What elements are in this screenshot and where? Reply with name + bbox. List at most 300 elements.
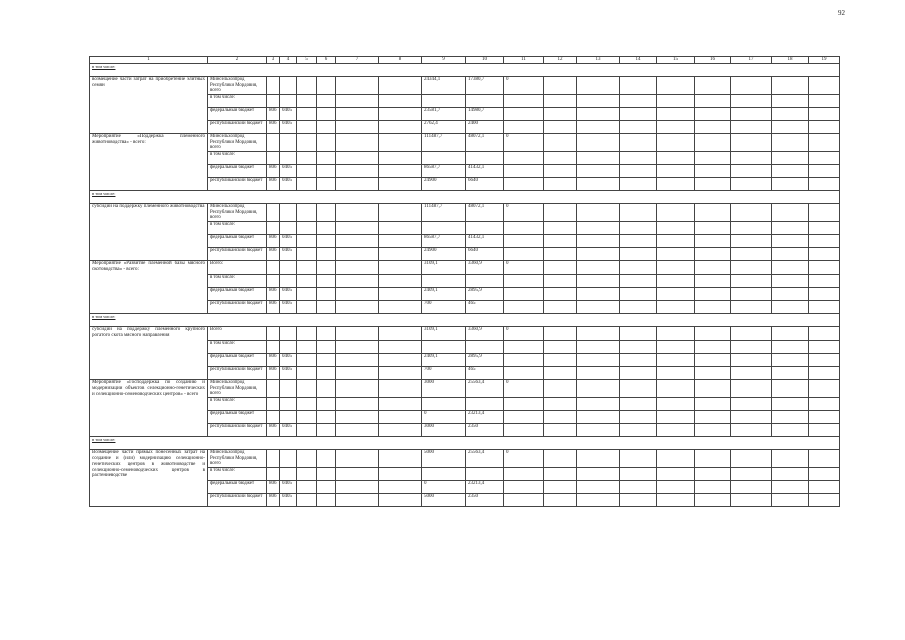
cell-col-8 xyxy=(379,449,422,467)
cell-col-13 xyxy=(577,480,620,493)
cell-col-13 xyxy=(577,449,620,467)
cell-col-13 xyxy=(577,177,620,190)
cell-col-7 xyxy=(336,353,379,366)
cell-col-11 xyxy=(504,164,544,177)
cell-col-7 xyxy=(336,449,379,467)
funding-source: в том числе: xyxy=(208,151,267,164)
cell-col-18 xyxy=(772,353,809,366)
cell-col-10: 465 xyxy=(466,300,504,313)
cell-col-17 xyxy=(731,449,772,467)
cell-col-9: 23581,7 xyxy=(422,107,466,120)
cell-col-13 xyxy=(577,300,620,313)
cell-col-6 xyxy=(317,164,336,177)
cell-col-3 xyxy=(267,260,280,274)
cell-col-16 xyxy=(695,366,731,379)
cell-col-6 xyxy=(317,493,336,506)
cell-col-6 xyxy=(317,260,336,274)
cell-col-5 xyxy=(297,379,317,397)
cell-col-3: 806 xyxy=(267,300,280,313)
cell-col-5 xyxy=(297,449,317,467)
cell-col-12 xyxy=(544,493,577,506)
cell-col-18 xyxy=(772,379,809,397)
cell-col-14 xyxy=(620,410,657,423)
cell-col-19 xyxy=(809,379,840,397)
cell-col-11: 0 xyxy=(504,260,544,274)
cell-col-17 xyxy=(731,300,772,313)
cell-col-18 xyxy=(772,480,809,493)
cell-col-14 xyxy=(620,274,657,287)
cell-col-9: 700 xyxy=(422,366,466,379)
cell-col-10: 14980,7 xyxy=(466,107,504,120)
cell-col-8 xyxy=(379,353,422,366)
cell-col-11 xyxy=(504,366,544,379)
cell-col-13 xyxy=(577,247,620,260)
cell-col-3: 806 xyxy=(267,287,280,300)
cell-col-8 xyxy=(379,366,422,379)
cell-col-17 xyxy=(731,397,772,410)
cell-col-19 xyxy=(809,260,840,274)
cell-col-18 xyxy=(772,467,809,480)
column-header: 1 xyxy=(90,57,208,64)
cell-col-5 xyxy=(297,260,317,274)
cell-col-15 xyxy=(657,274,695,287)
cell-col-18 xyxy=(772,177,809,190)
cell-col-3 xyxy=(267,133,280,151)
funding-source: Минсельхозпрод Республики Мордовия, всего xyxy=(208,449,267,467)
cell-col-9: 24344,1 xyxy=(422,77,466,95)
activity-description: Мероприятие «Господдержка по созданию и модернизации объектов селекционно-генетических и селекционно-семеноводческих центров» - всего xyxy=(90,379,208,436)
cell-col-12 xyxy=(544,260,577,274)
cell-col-10: 465 xyxy=(466,366,504,379)
cell-col-16 xyxy=(695,480,731,493)
cell-col-11 xyxy=(504,234,544,247)
cell-col-6 xyxy=(317,340,336,353)
cell-col-16 xyxy=(695,247,731,260)
cell-col-13 xyxy=(577,107,620,120)
cell-col-19 xyxy=(809,94,840,107)
table-row xyxy=(90,133,840,151)
cell-col-18 xyxy=(772,287,809,300)
column-header: 6 xyxy=(317,57,336,64)
funding-source: республиканский бюджет xyxy=(208,493,267,506)
cell-col-14 xyxy=(620,260,657,274)
cell-col-4: 0405 xyxy=(280,366,297,379)
cell-col-8 xyxy=(379,274,422,287)
cell-col-3 xyxy=(267,467,280,480)
cell-col-18 xyxy=(772,164,809,177)
cell-col-5 xyxy=(297,247,317,260)
cell-col-12 xyxy=(544,133,577,151)
column-header: 5 xyxy=(297,57,317,64)
cell-col-3 xyxy=(267,151,280,164)
cell-col-3 xyxy=(267,77,280,95)
table-row xyxy=(90,260,840,274)
cell-col-6 xyxy=(317,221,336,234)
cell-col-13 xyxy=(577,221,620,234)
cell-col-12 xyxy=(544,221,577,234)
funding-source: Всего xyxy=(208,326,267,340)
budget-table xyxy=(89,56,840,507)
cell-col-9: 86587,7 xyxy=(422,234,466,247)
cell-col-14 xyxy=(620,379,657,397)
cell-col-15 xyxy=(657,164,695,177)
column-header: 10 xyxy=(466,57,504,64)
note-cell: в том числе: xyxy=(90,436,840,449)
cell-col-4 xyxy=(280,397,297,410)
cell-col-5 xyxy=(297,340,317,353)
cell-col-11 xyxy=(504,274,544,287)
funding-source: Всего: xyxy=(208,260,267,274)
cell-col-15 xyxy=(657,120,695,133)
cell-col-15 xyxy=(657,77,695,95)
cell-col-10: 41432,1 xyxy=(466,164,504,177)
cell-col-11 xyxy=(504,340,544,353)
cell-col-5 xyxy=(297,164,317,177)
cell-col-19 xyxy=(809,133,840,151)
funding-source: республиканский бюджет xyxy=(208,120,267,133)
cell-col-12 xyxy=(544,353,577,366)
funding-source: в том числе: xyxy=(208,274,267,287)
cell-col-15 xyxy=(657,326,695,340)
note-cell: в том числе: xyxy=(90,313,840,326)
cell-col-16 xyxy=(695,493,731,506)
cell-col-11: 0 xyxy=(504,326,544,340)
cell-col-14 xyxy=(620,247,657,260)
cell-col-16 xyxy=(695,164,731,177)
cell-col-5 xyxy=(297,300,317,313)
cell-col-7 xyxy=(336,151,379,164)
cell-col-8 xyxy=(379,234,422,247)
cell-col-5 xyxy=(297,423,317,436)
cell-col-12 xyxy=(544,274,577,287)
funding-source: республиканский бюджет xyxy=(208,247,267,260)
cell-col-8 xyxy=(379,410,422,423)
table-row xyxy=(90,326,840,340)
cell-col-7 xyxy=(336,120,379,133)
cell-col-19 xyxy=(809,449,840,467)
cell-col-8 xyxy=(379,493,422,506)
cell-col-16 xyxy=(695,94,731,107)
cell-col-17 xyxy=(731,379,772,397)
cell-col-5 xyxy=(297,151,317,164)
cell-col-16 xyxy=(695,177,731,190)
funding-source: в том числе: xyxy=(208,221,267,234)
cell-col-10 xyxy=(466,274,504,287)
cell-col-3 xyxy=(267,221,280,234)
cell-col-13 xyxy=(577,77,620,95)
cell-col-3 xyxy=(267,379,280,397)
cell-col-3 xyxy=(267,340,280,353)
column-header: 19 xyxy=(809,57,840,64)
cell-col-4 xyxy=(280,260,297,274)
cell-col-17 xyxy=(731,274,772,287)
cell-col-14 xyxy=(620,221,657,234)
cell-col-8 xyxy=(379,177,422,190)
cell-col-17 xyxy=(731,120,772,133)
cell-col-15 xyxy=(657,366,695,379)
cell-col-7 xyxy=(336,164,379,177)
cell-col-15 xyxy=(657,300,695,313)
cell-col-18 xyxy=(772,397,809,410)
cell-col-15 xyxy=(657,234,695,247)
cell-col-5 xyxy=(297,397,317,410)
cell-col-8 xyxy=(379,340,422,353)
cell-col-4 xyxy=(280,449,297,467)
cell-col-4 xyxy=(280,340,297,353)
cell-col-4 xyxy=(280,379,297,397)
column-header: 12 xyxy=(544,57,577,64)
cell-col-8 xyxy=(379,164,422,177)
cell-col-4 xyxy=(280,467,297,480)
cell-col-19 xyxy=(809,203,840,221)
cell-col-17 xyxy=(731,94,772,107)
cell-col-8 xyxy=(379,133,422,151)
cell-col-4: 0405 xyxy=(280,300,297,313)
cell-col-18 xyxy=(772,340,809,353)
cell-col-9: 3000 xyxy=(422,423,466,436)
column-header: 13 xyxy=(577,57,620,64)
cell-col-17 xyxy=(731,247,772,260)
cell-col-7 xyxy=(336,379,379,397)
cell-col-13 xyxy=(577,379,620,397)
cell-col-14 xyxy=(620,77,657,95)
cell-col-13 xyxy=(577,366,620,379)
cell-col-17 xyxy=(731,493,772,506)
cell-col-5 xyxy=(297,353,317,366)
cell-col-17 xyxy=(731,177,772,190)
cell-col-7 xyxy=(336,326,379,340)
cell-col-9: 5000 xyxy=(422,493,466,506)
cell-col-11 xyxy=(504,353,544,366)
cell-col-17 xyxy=(731,340,772,353)
cell-col-3 xyxy=(267,94,280,107)
cell-col-17 xyxy=(731,203,772,221)
cell-col-10: 23213,4 xyxy=(466,480,504,493)
cell-col-14 xyxy=(620,107,657,120)
note-row xyxy=(90,313,840,326)
cell-col-16 xyxy=(695,151,731,164)
cell-col-16 xyxy=(695,353,731,366)
cell-col-4 xyxy=(280,221,297,234)
cell-col-5 xyxy=(297,274,317,287)
cell-col-8 xyxy=(379,77,422,95)
cell-col-9: 2762,4 xyxy=(422,120,466,133)
cell-col-9: 700 xyxy=(422,300,466,313)
cell-col-6 xyxy=(317,133,336,151)
cell-col-14 xyxy=(620,423,657,436)
cell-col-5 xyxy=(297,177,317,190)
cell-col-6 xyxy=(317,410,336,423)
cell-col-4: 0405 xyxy=(280,164,297,177)
funding-source: федеральный бюджет xyxy=(208,107,267,120)
cell-col-14 xyxy=(620,120,657,133)
cell-col-8 xyxy=(379,423,422,436)
cell-col-8 xyxy=(379,467,422,480)
cell-col-18 xyxy=(772,133,809,151)
cell-col-7 xyxy=(336,287,379,300)
cell-col-15 xyxy=(657,287,695,300)
cell-col-14 xyxy=(620,287,657,300)
cell-col-11 xyxy=(504,107,544,120)
cell-col-3: 806 xyxy=(267,423,280,436)
cell-col-17 xyxy=(731,423,772,436)
cell-col-7 xyxy=(336,423,379,436)
cell-col-15 xyxy=(657,203,695,221)
cell-col-15 xyxy=(657,397,695,410)
cell-col-15 xyxy=(657,467,695,480)
cell-col-4: 0405 xyxy=(280,480,297,493)
cell-col-4 xyxy=(280,151,297,164)
cell-col-8 xyxy=(379,203,422,221)
activity-description: субсидии на поддержку племенного крупного рогатого скота мясного направления xyxy=(90,326,208,379)
cell-col-5 xyxy=(297,221,317,234)
cell-col-17 xyxy=(731,107,772,120)
cell-col-12 xyxy=(544,449,577,467)
funding-source: республиканский бюджет xyxy=(208,300,267,313)
cell-col-8 xyxy=(379,221,422,234)
cell-col-3 xyxy=(267,326,280,340)
cell-col-3: 806 xyxy=(267,164,280,177)
activity-description: Мероприятие «Развитие племенной базы мясного скотоводства» - всего: xyxy=(90,260,208,313)
cell-col-11: 0 xyxy=(504,449,544,467)
cell-col-14 xyxy=(620,340,657,353)
cell-col-13 xyxy=(577,120,620,133)
cell-col-14 xyxy=(620,177,657,190)
cell-col-10: 41432,1 xyxy=(466,234,504,247)
funding-source: Минсельхозпрод Республики Мордовия, всего xyxy=(208,379,267,397)
funding-source: в том числе: xyxy=(208,467,267,480)
cell-col-19 xyxy=(809,300,840,313)
cell-col-18 xyxy=(772,260,809,274)
cell-col-3: 806 xyxy=(267,120,280,133)
cell-col-4: 0405 xyxy=(280,107,297,120)
cell-col-7 xyxy=(336,133,379,151)
cell-col-10 xyxy=(466,340,504,353)
cell-col-7 xyxy=(336,247,379,260)
column-header: 8 xyxy=(379,57,422,64)
cell-col-4 xyxy=(280,133,297,151)
cell-col-10 xyxy=(466,397,504,410)
cell-col-5 xyxy=(297,77,317,95)
cell-col-19 xyxy=(809,493,840,506)
table-row xyxy=(90,77,840,95)
cell-col-4 xyxy=(280,410,297,423)
cell-col-15 xyxy=(657,260,695,274)
cell-col-17 xyxy=(731,77,772,95)
cell-col-12 xyxy=(544,423,577,436)
cell-col-9: 3109,1 xyxy=(422,260,466,274)
cell-col-8 xyxy=(379,260,422,274)
cell-col-10: 23213,4 xyxy=(466,410,504,423)
cell-col-6 xyxy=(317,151,336,164)
cell-col-12 xyxy=(544,247,577,260)
cell-col-13 xyxy=(577,164,620,177)
cell-col-4 xyxy=(280,326,297,340)
cell-col-16 xyxy=(695,449,731,467)
cell-col-5 xyxy=(297,234,317,247)
cell-col-16 xyxy=(695,133,731,151)
cell-col-9 xyxy=(422,274,466,287)
cell-col-5 xyxy=(297,493,317,506)
cell-col-15 xyxy=(657,493,695,506)
cell-col-13 xyxy=(577,260,620,274)
cell-col-17 xyxy=(731,467,772,480)
cell-col-6 xyxy=(317,449,336,467)
cell-col-10: 2895,9 xyxy=(466,287,504,300)
cell-col-4: 0405 xyxy=(280,120,297,133)
cell-col-19 xyxy=(809,467,840,480)
cell-col-3 xyxy=(267,274,280,287)
cell-col-17 xyxy=(731,221,772,234)
cell-col-8 xyxy=(379,107,422,120)
cell-col-5 xyxy=(297,410,317,423)
cell-col-13 xyxy=(577,467,620,480)
cell-col-10: 3360,9 xyxy=(466,326,504,340)
cell-col-11 xyxy=(504,410,544,423)
cell-col-6 xyxy=(317,353,336,366)
cell-col-11: 0 xyxy=(504,133,544,151)
cell-col-18 xyxy=(772,77,809,95)
cell-col-18 xyxy=(772,203,809,221)
note-cell: в том числе: xyxy=(90,190,840,203)
cell-col-18 xyxy=(772,366,809,379)
cell-col-9 xyxy=(422,151,466,164)
cell-col-4: 0405 xyxy=(280,177,297,190)
cell-col-3: 806 xyxy=(267,353,280,366)
cell-col-7 xyxy=(336,260,379,274)
cell-col-19 xyxy=(809,480,840,493)
cell-col-11 xyxy=(504,493,544,506)
cell-col-12 xyxy=(544,77,577,95)
note-row xyxy=(90,190,840,203)
cell-col-10: 2400 xyxy=(466,120,504,133)
cell-col-11 xyxy=(504,177,544,190)
cell-col-14 xyxy=(620,133,657,151)
cell-col-13 xyxy=(577,274,620,287)
cell-col-6 xyxy=(317,423,336,436)
cell-col-18 xyxy=(772,300,809,313)
cell-col-13 xyxy=(577,326,620,340)
funding-source: федеральный бюджет xyxy=(208,480,267,493)
cell-col-6 xyxy=(317,467,336,480)
cell-col-16 xyxy=(695,410,731,423)
cell-col-11 xyxy=(504,247,544,260)
cell-col-18 xyxy=(772,94,809,107)
cell-col-7 xyxy=(336,274,379,287)
cell-col-11 xyxy=(504,480,544,493)
cell-col-8 xyxy=(379,287,422,300)
cell-col-15 xyxy=(657,410,695,423)
cell-col-6 xyxy=(317,107,336,120)
cell-col-19 xyxy=(809,340,840,353)
cell-col-16 xyxy=(695,120,731,133)
cell-col-16 xyxy=(695,379,731,397)
cell-col-6 xyxy=(317,274,336,287)
cell-col-18 xyxy=(772,247,809,260)
column-header: 14 xyxy=(620,57,657,64)
table-row xyxy=(90,449,840,467)
cell-col-10: 2350 xyxy=(466,493,504,506)
cell-col-16 xyxy=(695,203,731,221)
cell-col-9 xyxy=(422,221,466,234)
cell-col-3: 806 xyxy=(267,247,280,260)
cell-col-19 xyxy=(809,151,840,164)
cell-col-9: 111487,7 xyxy=(422,133,466,151)
cell-col-9 xyxy=(422,94,466,107)
funding-source: республиканский бюджет xyxy=(208,366,267,379)
cell-col-4: 0405 xyxy=(280,287,297,300)
cell-col-14 xyxy=(620,234,657,247)
